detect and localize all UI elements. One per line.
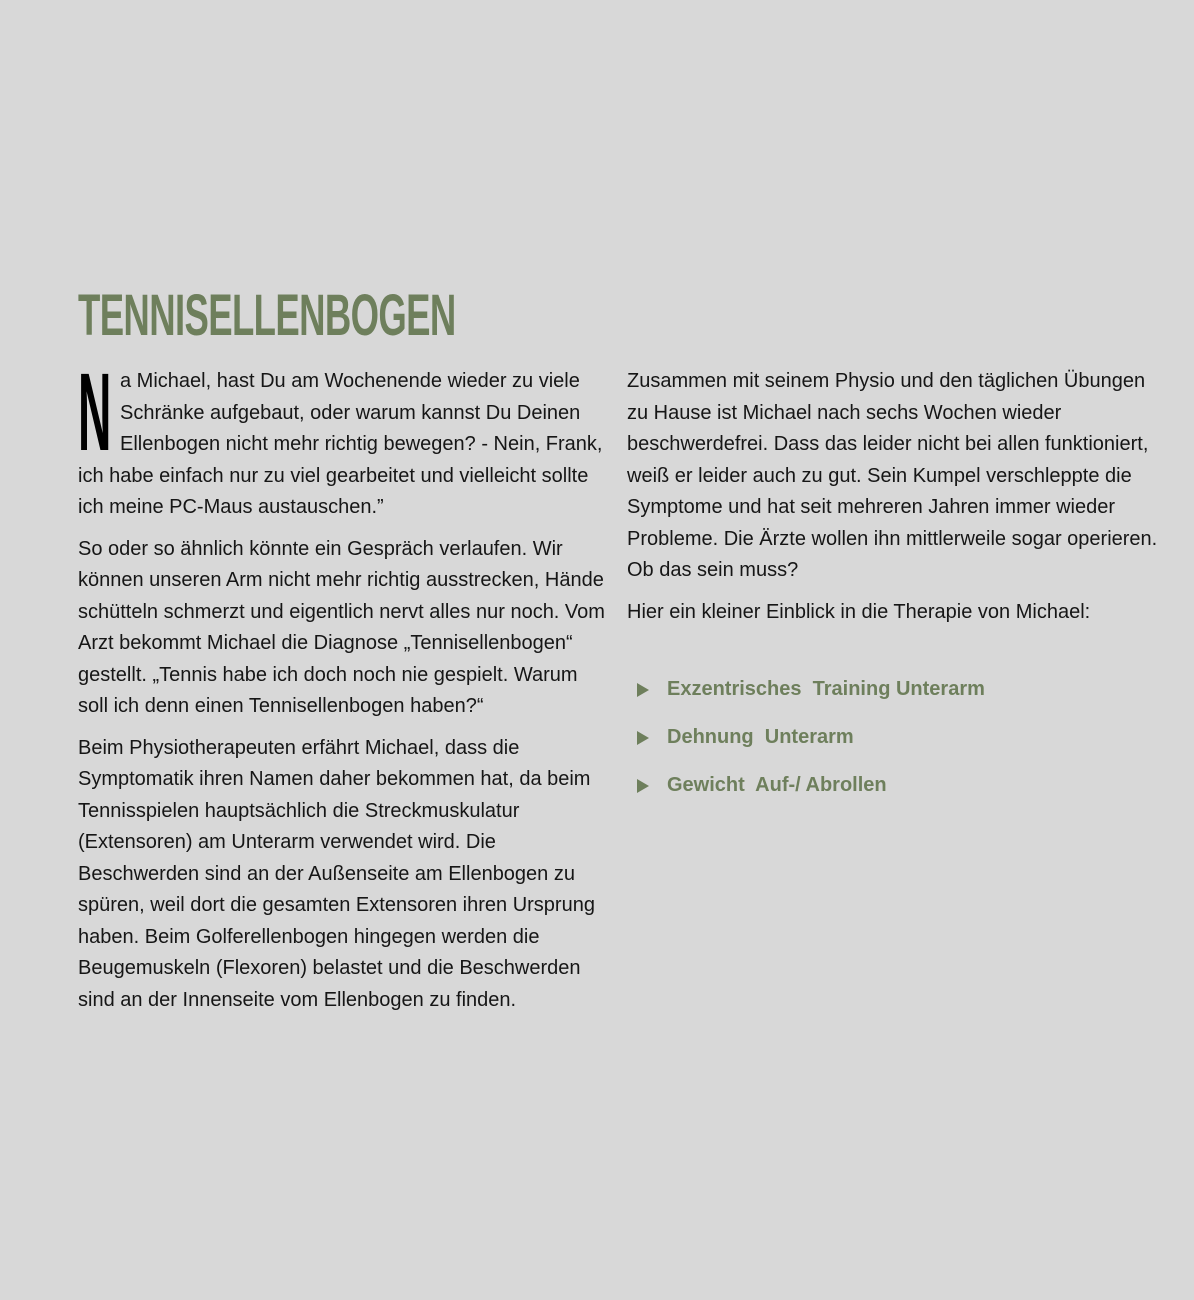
paragraph-recovery: Zusammen mit seinem Physio und den täglichen Übungen zu Hause ist Michael nach sechs Wochen wieder beschwerdefrei. Dass das leider nicht bei allen funktioniert, weiß er leider auch zu gut. Sein Kumpel verschleppte die Symptome und hat seit mehreren Jahren immer wieder Probleme. Die Ärzte wollen ihn mittlerweile sogar operieren. Ob das sein muss? [627,370,1158,581]
drop-cap: N [78,351,112,474]
paragraph-therapy-intro: Hier ein kleiner Einblick in die Therapie von Michael: [627,600,1091,623]
intro-text: a Michael, hast Du am Wochenende wieder zu viele Schränke aufgebaut, oder warum kannst Du Deinen Ellenbogen nicht mehr richtig bewegen? - Nein, Frank, ich habe einfach nur zu viel gearbeitet und vielleicht sollte ich meine PC-Maus austauschen.” [78,370,603,518]
paragraph-physiotherapy: Beim Physiotherapeuten erfährt Michael, dass die Symptomatik ihren Namen daher bekommen hat, da beim Tennisspielen hauptsächlich die Streckmuskulatur (Extensoren) am Unterarm verwendet wird. Die Beschwerden sind an der Außenseite am Ellenbogen zu spüren, weil dort die gesamten Extensoren ihren Ursprung haben. Beim Golferellenbogen hingegen werden die Beugemuskeln (Flexoren) belastet und die Beschwerden sind an der Innenseite vom Ellenbogen zu finden. [78,736,595,1011]
therapy-link-label[interactable]: Exzentrisches Training Unterarm [667,678,985,701]
therapy-link-list [637,666,1167,810]
paragraph-diagnosis: So oder so ähnlich könnte ein Gespräch verlaufen. Wir können unseren Arm nicht mehr richtig ausstrecken, Hände schütteln schmerzt und eigentlich nervt alles nur noch. Vom Arzt bekommt Michael die Diagnose „Tennisellenbogen“ gestellt. „Tennis habe ich doch noch nie gespielt. Warum soll ich denn einen Tennisellenbogen haben?“ [78,537,605,717]
page-title: TENNISELLENBOGEN [78,283,456,348]
triangle-right-icon [637,683,649,697]
therapy-link-eccentric-training[interactable] [637,666,1167,714]
right-column [627,366,1167,810]
therapy-link-stretching[interactable] [637,714,1167,762]
therapy-link-label[interactable]: Dehnung Unterarm [667,726,854,749]
triangle-right-icon [637,779,649,793]
left-column [78,351,608,1026]
triangle-right-icon [637,731,649,745]
therapy-link-weight-rolling[interactable] [637,762,1167,810]
intro-paragraph [78,351,608,524]
therapy-link-label[interactable]: Gewicht Auf-/ Abrollen [667,774,887,797]
